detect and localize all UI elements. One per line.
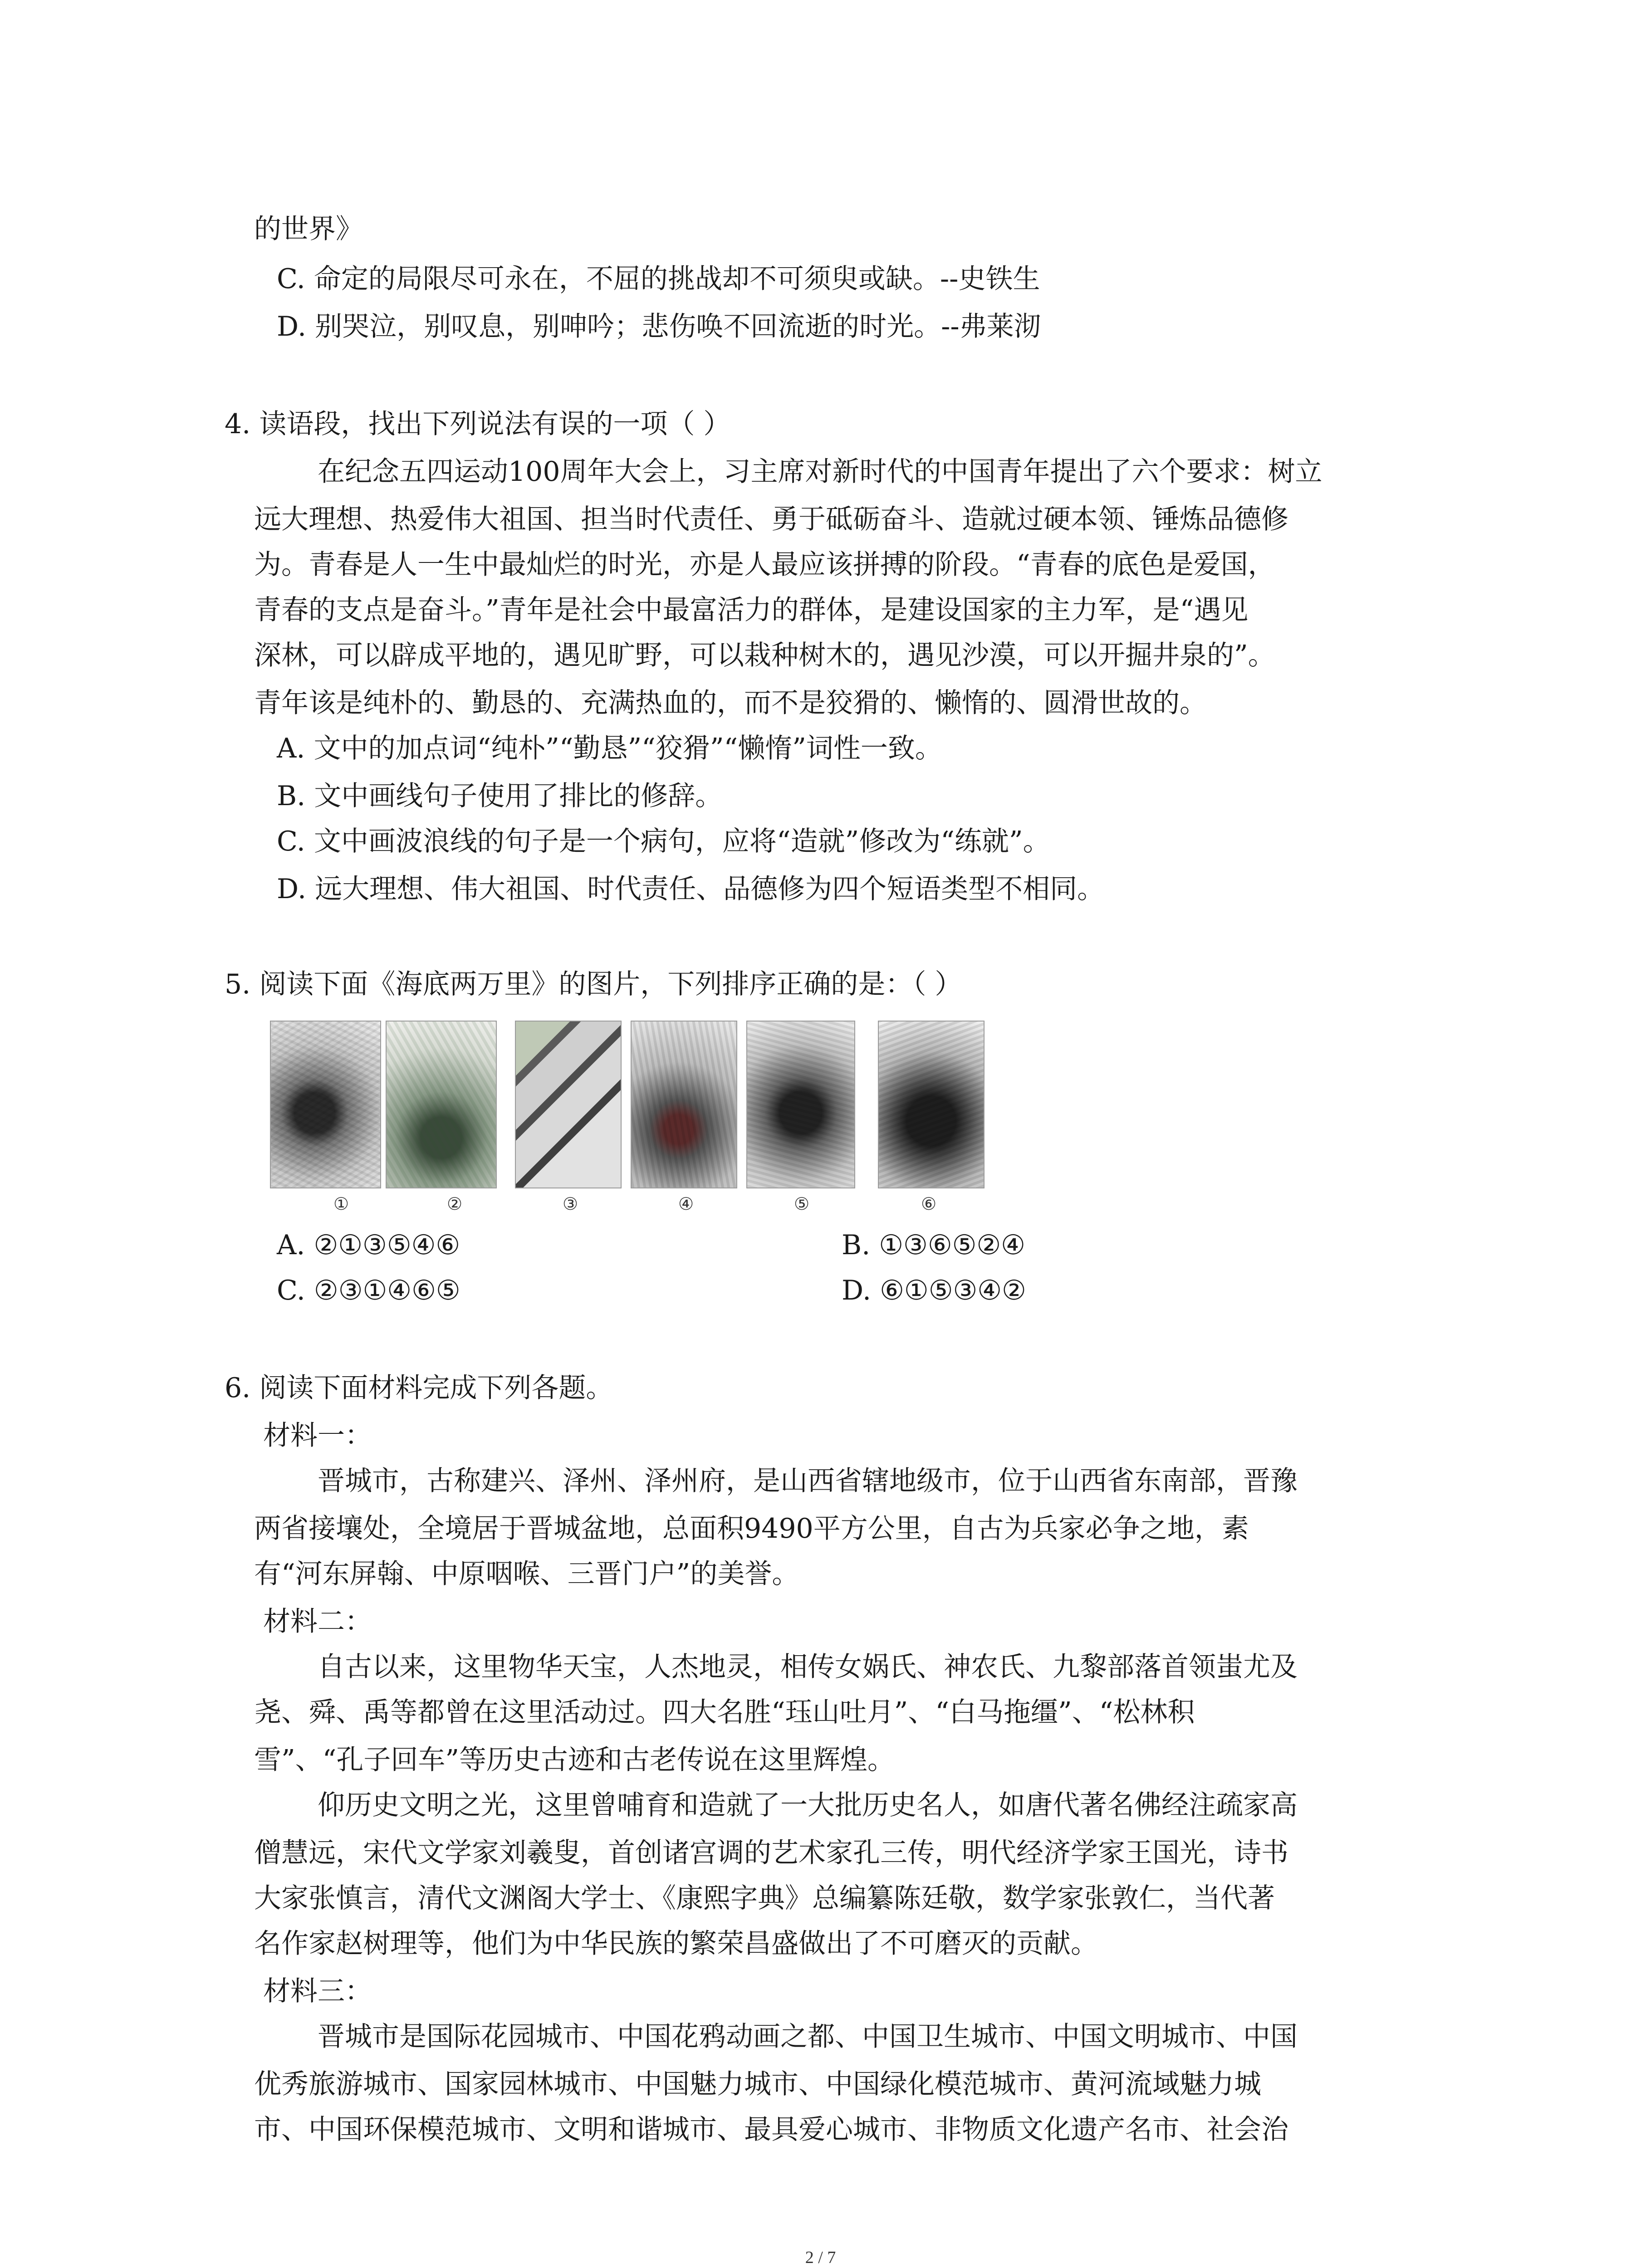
q6-material-2-title: 材料二： <box>263 1606 372 1637</box>
q6-material-2-line: 尧、舜、禹等都曾在这里活动过。四大名胜“珏山吐月”、“白马拖缰”、“松林积 <box>254 1696 1195 1728</box>
q3-option-b-continuation: 的世界》 <box>254 213 363 245</box>
q6-stem: 6. 阅读下面材料完成下列各题。 <box>225 1372 613 1404</box>
q5-picture-strip <box>270 1021 996 1214</box>
q6-material-1-line: 晋城市，古称建兴、泽州、泽州府，是山西省辖地级市，位于山西省东南部，晋豫 <box>318 1465 1298 1497</box>
q5-option-b: B. ①③⑥⑤②④ <box>842 1229 1025 1261</box>
q4-passage-line: 在纪念五四运动100周年大会上，习主席对新时代的中国青年提出了六个要求：树立 <box>318 456 1323 488</box>
q4-passage-line: 远大理想、热爱伟大祖国、担当时代责任、勇于砥砺奋斗、造就过硬本领、锤炼品德修 <box>254 503 1288 535</box>
q6-material-2-line: 名作家赵树理等，他们为中华民族的繁荣昌盛做出了不可磨灭的贡献。 <box>254 1928 1098 1960</box>
q6-material-2-line: 仰历史文明之光，这里曾哺育和造就了一大批历史名人，如唐代著名佛经注疏家高 <box>318 1789 1298 1821</box>
q5-picture-4 <box>631 1021 737 1188</box>
q5-option-c: C. ②③①④⑥⑤ <box>277 1275 460 1306</box>
q5-picture-label: ④ <box>678 1194 694 1214</box>
q5-picture-2 <box>386 1021 497 1188</box>
q4-option-a: A. 文中的加点词“纯朴”“勤恳”“狡猾”“懒惰”词性一致。 <box>277 733 942 764</box>
q6-material-2-line: 自古以来，这里物华天宝，人杰地灵，相传女娲氏、神农氏、九黎部落首领蚩尤及 <box>318 1651 1298 1683</box>
q4-passage-line: 青春的支点是奋斗。”青年是社会中最富活力的群体，是建设国家的主力军，是“遇见 <box>254 594 1249 626</box>
q6-material-3-title: 材料三： <box>263 1975 372 2007</box>
q5-picture-label: ③ <box>563 1194 578 1214</box>
q4-option-c: C. 文中画波浪线的句子是一个病句，应将“造就”修改为“练就”。 <box>277 826 1050 857</box>
q6-material-1-line: 两省接壤处，全境居于晋城盆地，总面积9490平方公里，自古为兵家必争之地，素 <box>254 1513 1249 1545</box>
q6-material-2-line: 僧慧远，宋代文学家刘羲叟，首创诸宫调的艺术家孔三传，明代经济学家王国光，诗书 <box>254 1837 1288 1869</box>
page-number: 2 / 7 <box>805 2248 836 2267</box>
q5-option-d: D. ⑥①⑤③④② <box>842 1275 1026 1306</box>
q5-picture-1 <box>270 1021 381 1188</box>
q5-stem: 5. 阅读下面《海底两万里》的图片，下列排序正确的是：（ ） <box>225 968 962 1000</box>
q6-material-1-line: 有“河东屏翰、中原咽喉、三晋门户”的美誉。 <box>254 1558 799 1590</box>
q5-picture-label: ⑤ <box>794 1194 810 1214</box>
q3-option-d: D. 别哭泣，别叹息，别呻吟；悲伤唤不回流逝的时光。--弗莱沏 <box>277 311 1041 342</box>
q6-material-2-line: 大家张慎言，清代文渊阁大学士、《康熙字典》总编纂陈廷敬，数学家张敦仁，当代著 <box>254 1882 1275 1914</box>
q5-picture-label: ② <box>447 1194 463 1214</box>
q4-passage-line: 深林，可以辟成平地的，遇见旷野，可以栽种树木的，遇见沙漠，可以开掘井泉的”。 <box>254 640 1275 671</box>
q6-material-2-line: 雪”、“孔子回车”等历史古迹和古老传说在这里辉煌。 <box>254 1744 895 1776</box>
q4-stem: 4. 读语段，找出下列说法有误的一项（ ） <box>225 408 731 440</box>
q5-picture-6 <box>878 1021 985 1188</box>
q5-option-a: A. ②①③⑤④⑥ <box>277 1229 460 1261</box>
q6-material-3-line: 市、中国环保模范城市、文明和谐城市、最具爱心城市、非物质文化遗产名市、社会治 <box>254 2114 1288 2146</box>
q6-material-1-title: 材料一： <box>263 1420 372 1452</box>
q6-material-3-line: 晋城市是国际花园城市、中国花鸦动画之都、中国卫生城市、中国文明城市、中国 <box>318 2021 1298 2053</box>
q4-option-b: B. 文中画线句子使用了排比的修辞。 <box>277 780 723 812</box>
q5-picture-5 <box>746 1021 855 1188</box>
q5-picture-3 <box>515 1021 622 1188</box>
q5-picture-label: ① <box>333 1194 349 1214</box>
q4-passage-line: 为。青春是人一生中最灿烂的时光，亦是人最应该拼搏的阶段。“青春的底色是爱国， <box>254 549 1275 581</box>
q4-option-d: D. 远大理想、伟大祖国、时代责任、品德修为四个短语类型不相同。 <box>277 873 1105 905</box>
q6-material-3-line: 优秀旅游城市、国家园林城市、中国魅力城市、中国绿化模范城市、黄河流域魅力城 <box>254 2068 1261 2100</box>
q4-passage-line: 青年该是纯朴的、勤恳的、充满热血的，而不是狡猾的、懒惰的、圆滑世故的。 <box>254 687 1207 719</box>
q3-option-c: C. 命定的局限尽可永在，不屈的挑战却不可须臾或缺。--史铁生 <box>277 263 1040 295</box>
q5-picture-label: ⑥ <box>921 1194 937 1214</box>
